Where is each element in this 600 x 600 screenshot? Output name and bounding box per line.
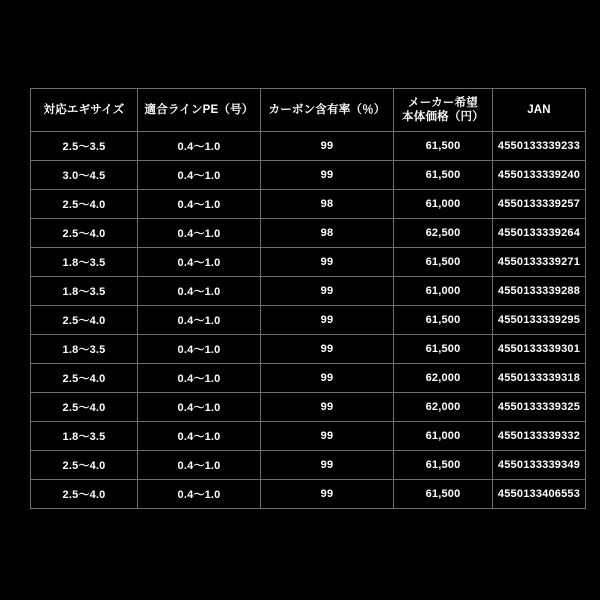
column-header-carbon-content-label: カーボン含有率（％）: [268, 103, 386, 116]
cell-carbon-content: 99: [261, 306, 394, 335]
table-row: [31, 132, 586, 161]
cell-jan: 4550133339332: [493, 422, 586, 451]
cell-lure-size: 2.5〜4.0: [31, 480, 138, 509]
table-row: [31, 451, 586, 480]
column-header-price: [394, 89, 493, 132]
cell-jan: 4550133339264: [493, 219, 586, 248]
cell-line-pe: 0.4〜1.0: [138, 190, 261, 219]
column-header-line-pe-label: 適合ラインPE（号）: [144, 103, 254, 116]
cell-line-pe: 0.4〜1.0: [138, 132, 261, 161]
cell-jan: 4550133339288: [493, 277, 586, 306]
column-header-lure-size-label: 対応エギサイズ: [43, 103, 125, 116]
cell-carbon-content: 98: [261, 219, 394, 248]
cell-carbon-content: 98: [261, 190, 394, 219]
cell-price: 62,500: [394, 219, 493, 248]
cell-carbon-content: 99: [261, 335, 394, 364]
table-row: [31, 364, 586, 393]
cell-lure-size: 2.5〜4.0: [31, 190, 138, 219]
column-header-lure-size: [31, 89, 138, 132]
spec-table-head: [31, 89, 586, 132]
cell-carbon-content: 99: [261, 364, 394, 393]
cell-jan: 4550133406553: [493, 480, 586, 509]
cell-price: 62,000: [394, 364, 493, 393]
cell-lure-size: 1.8〜3.5: [31, 277, 138, 306]
column-header-jan: [493, 89, 586, 132]
cell-carbon-content: 99: [261, 161, 394, 190]
cell-lure-size: 2.5〜3.5: [31, 132, 138, 161]
table-row: [31, 248, 586, 277]
column-header-jan-label: JAN: [527, 103, 551, 116]
table-row: [31, 480, 586, 509]
cell-lure-size: 2.5〜4.0: [31, 451, 138, 480]
cell-line-pe: 0.4〜1.0: [138, 306, 261, 335]
cell-jan: 4550133339349: [493, 451, 586, 480]
cell-line-pe: 0.4〜1.0: [138, 277, 261, 306]
cell-lure-size: 2.5〜4.0: [31, 364, 138, 393]
table-row: [31, 161, 586, 190]
column-header-price-label-line1: メーカー希望: [408, 96, 478, 109]
spec-table-container: [30, 88, 581, 509]
table-row: [31, 335, 586, 364]
cell-jan: 4550133339318: [493, 364, 586, 393]
column-header-price-label-line2: 本体価格（円）: [402, 111, 484, 123]
cell-lure-size: 2.5〜4.0: [31, 393, 138, 422]
cell-lure-size: 2.5〜4.0: [31, 306, 138, 335]
cell-line-pe: 0.4〜1.0: [138, 161, 261, 190]
cell-lure-size: 2.5〜4.0: [31, 219, 138, 248]
cell-line-pe: 0.4〜1.0: [138, 335, 261, 364]
table-row: [31, 190, 586, 219]
cell-line-pe: 0.4〜1.0: [138, 364, 261, 393]
cell-price: 61,000: [394, 422, 493, 451]
cell-carbon-content: 99: [261, 422, 394, 451]
cell-line-pe: 0.4〜1.0: [138, 219, 261, 248]
cell-price: 61,000: [394, 277, 493, 306]
cell-carbon-content: 99: [261, 480, 394, 509]
cell-carbon-content: 99: [261, 277, 394, 306]
cell-jan: 4550133339295: [493, 306, 586, 335]
cell-carbon-content: 99: [261, 451, 394, 480]
cell-price: 61,500: [394, 480, 493, 509]
cell-carbon-content: 99: [261, 132, 394, 161]
cell-jan: 4550133339301: [493, 335, 586, 364]
spec-table-body: [31, 132, 586, 509]
cell-price: 61,500: [394, 335, 493, 364]
cell-price: 61,500: [394, 161, 493, 190]
cell-line-pe: 0.4〜1.0: [138, 248, 261, 277]
cell-jan: 4550133339257: [493, 190, 586, 219]
table-row: [31, 393, 586, 422]
cell-line-pe: 0.4〜1.0: [138, 451, 261, 480]
table-row: [31, 219, 586, 248]
cell-line-pe: 0.4〜1.0: [138, 393, 261, 422]
cell-jan: 4550133339233: [493, 132, 586, 161]
cell-price: 61,500: [394, 132, 493, 161]
cell-jan: 4550133339240: [493, 161, 586, 190]
cell-carbon-content: 99: [261, 248, 394, 277]
cell-lure-size: 3.0〜4.5: [31, 161, 138, 190]
table-row: [31, 422, 586, 451]
cell-price: 61,500: [394, 248, 493, 277]
cell-line-pe: 0.4〜1.0: [138, 480, 261, 509]
cell-lure-size: 1.8〜3.5: [31, 335, 138, 364]
spec-table: [30, 88, 586, 509]
cell-lure-size: 1.8〜3.5: [31, 422, 138, 451]
column-header-line-pe: [138, 89, 261, 132]
cell-lure-size: 1.8〜3.5: [31, 248, 138, 277]
table-header-row: [31, 89, 586, 132]
cell-line-pe: 0.4〜1.0: [138, 422, 261, 451]
cell-jan: 4550133339325: [493, 393, 586, 422]
cell-carbon-content: 99: [261, 393, 394, 422]
cell-jan: 4550133339271: [493, 248, 586, 277]
cell-price: 61,500: [394, 451, 493, 480]
cell-price: 61,500: [394, 306, 493, 335]
cell-price: 62,000: [394, 393, 493, 422]
table-row: [31, 306, 586, 335]
cell-price: 61,000: [394, 190, 493, 219]
column-header-carbon-content: [261, 89, 394, 132]
table-row: [31, 277, 586, 306]
